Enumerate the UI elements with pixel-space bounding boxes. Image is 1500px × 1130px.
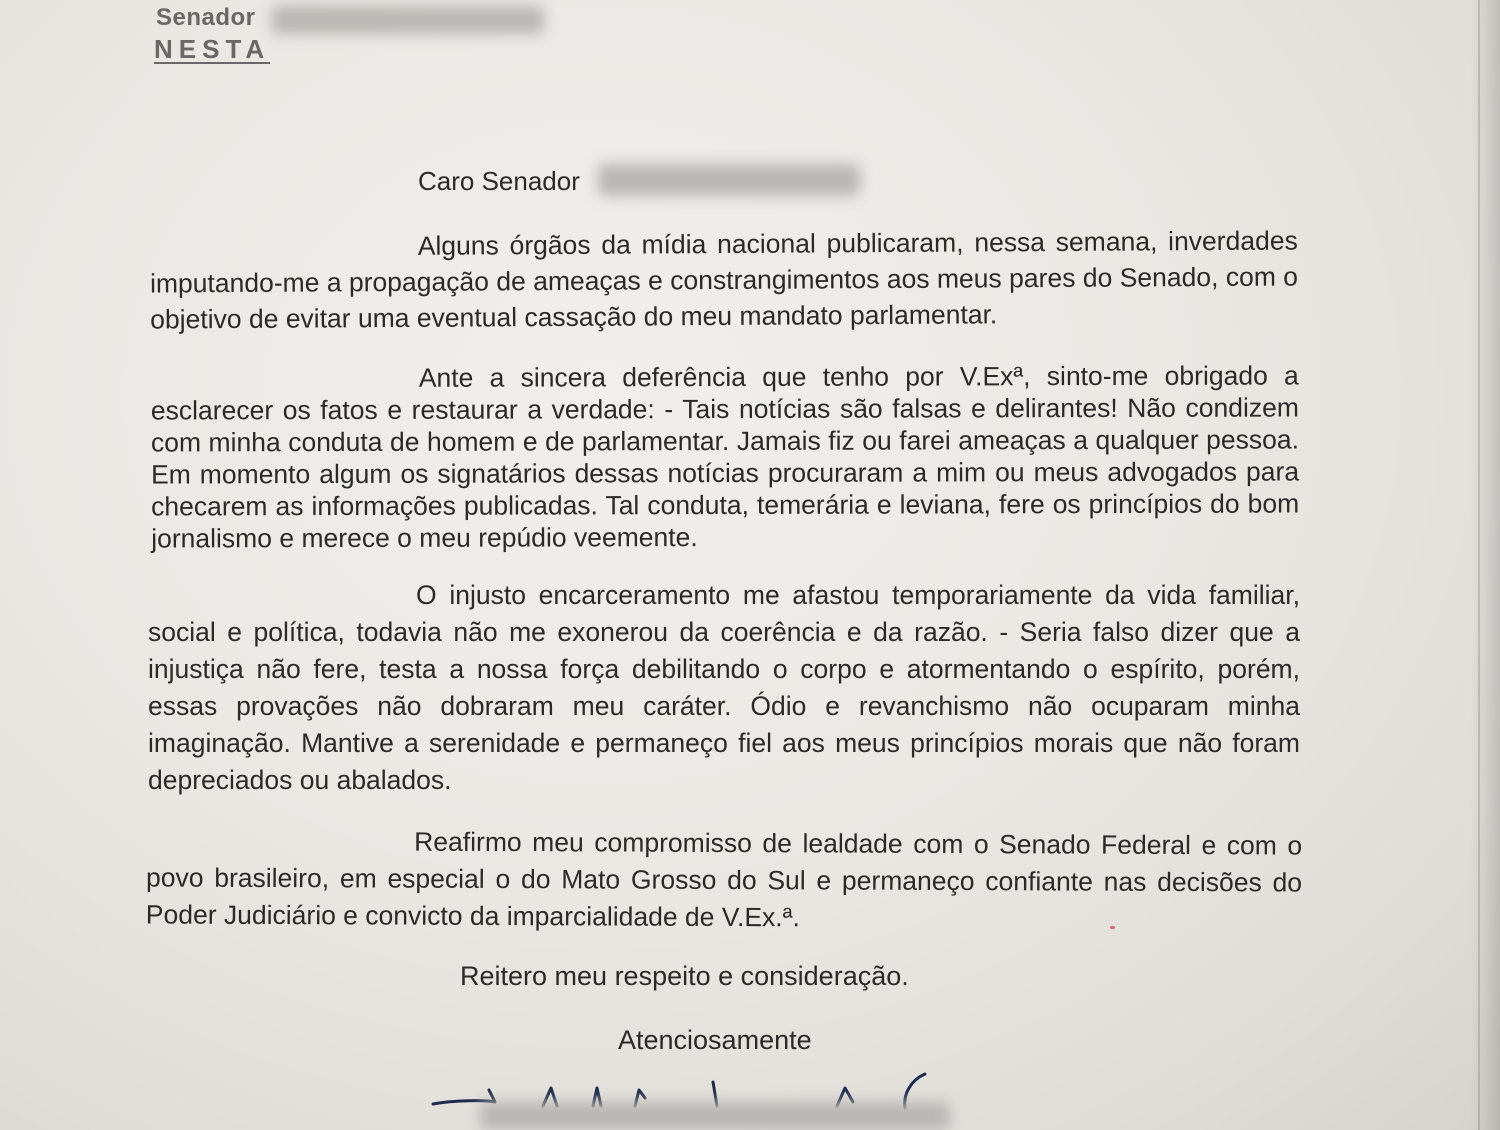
paper-edge-shadow (1470, 0, 1500, 1130)
paragraph-1: Alguns órgãos da mídia nacional publicaram, nessa semana, inverdades imputando-me a propagação de ameaças e constrangimentos aos meus pares do Senado, com o objetivo de evitar uma eventual cassação do meu mandato parlamentar. (149, 225, 1299, 335)
redacted-signature-name (480, 1102, 950, 1130)
recipient-title: Senador (156, 4, 256, 31)
paragraph-3: O injusto encarceramento me afastou temporariamente da vida familiar, social e política, todavia não me exonerou da coerência e da razão. - Seria falso dizer que a injustiça não fere, testa a nossa força debilitando o corpo e atormentando o espírito, porém, essas provações não dobraram meu caráter. Ódio e revanchismo não ocuparam minha imaginação. Mantive a serenidade e permaneço fiel aos meus princípios morais que não foram depreciados ou abalados. (148, 580, 1300, 795)
paragraph-2: Ante a sincera deferência que tenho por V.Exª, sinto-me obrigado a esclarecer os fatos e restaurar a verdade: - Tais notícias são falsas e delirantes! Não condizem com minha conduta de homem e de parlamentar. Jamais fiz ou farei ameaças a qualquer pessoa. Em momento algum os signatários dessas notícias procuraram a mim ou meus advogados para checarem as informações publicadas. Tal conduta, temerária e leviana, fere os princípios do bom jornalismo e merece o meu repúdio veemente. (150, 360, 1300, 554)
signoff: Atenciosamente (618, 1025, 812, 1055)
paragraph-4: Reafirmo meu compromisso de lealdade com o Senado Federal e com o povo brasileiro, em especial o do Mato Grosso do Sul e permaneço confiante nas decisões do Poder Judiciário e convicto da imparcialidade de V.Ex.ª. (145, 826, 1303, 933)
delivery-note: NESTA (154, 34, 271, 64)
ink-speck (1110, 926, 1115, 929)
closing-line: Reitero meu respeito e consideração. (460, 961, 909, 991)
salutation: Caro Senador (418, 166, 580, 196)
redacted-recipient-name (272, 6, 544, 34)
redacted-salutation-name (598, 164, 860, 196)
